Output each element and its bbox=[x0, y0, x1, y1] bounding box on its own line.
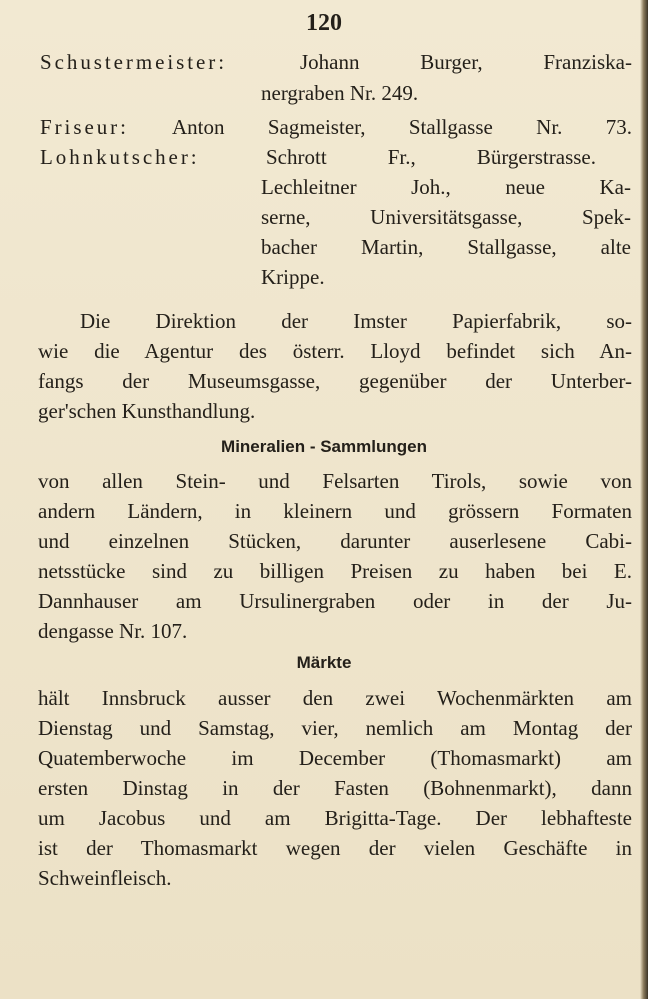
section-line: ersten Dinstag in der Fasten (Bohnenmarkt), dann bbox=[38, 776, 632, 800]
section-heading-minerals: Mineralien - Sammlungen bbox=[221, 437, 427, 456]
section-line-row bbox=[0, 743, 648, 773]
section-line: Quatemberwoche im December (Thomasmarkt) am bbox=[38, 746, 632, 770]
section-line-row bbox=[0, 556, 648, 586]
entry-label-friseur: Friseur: bbox=[40, 115, 129, 139]
entry-text-line-row bbox=[0, 232, 648, 262]
section-line-row bbox=[0, 713, 648, 743]
paragraph-line-row bbox=[0, 336, 648, 366]
entry-label-schustermeister: Schustermeister: bbox=[40, 50, 228, 74]
paragraph-line: fangs der Museumsgasse, gegenüber der Unterber- bbox=[38, 369, 632, 393]
section-line-row bbox=[0, 496, 648, 526]
entry-text-line-row bbox=[0, 262, 648, 292]
section-line: Dienstag und Samstag, vier, nemlich am Montag der bbox=[38, 716, 632, 740]
section-line-row bbox=[0, 803, 648, 833]
paragraph-direktion bbox=[0, 306, 648, 336]
entry-text-line: Anton Sagmeister, Stallgasse Nr. 73. bbox=[172, 115, 632, 139]
entry-text-line: Johann Burger, Franziska- bbox=[300, 50, 632, 74]
section-minerals-text bbox=[0, 466, 648, 496]
entry-label-lohnkutscher: Lohnkutscher: bbox=[40, 145, 200, 169]
entry-text-line-row bbox=[0, 78, 648, 108]
section-line-row bbox=[0, 586, 648, 616]
entry-lohnkutscher bbox=[0, 142, 648, 172]
entry-text-line: serne, Universitätsgasse, Spek- bbox=[261, 205, 631, 229]
section-line-row bbox=[0, 773, 648, 803]
section-line-row bbox=[0, 833, 648, 863]
entry-text-line-row bbox=[0, 202, 648, 232]
paragraph-line: Die Direktion der Imster Papierfabrik, so- bbox=[80, 309, 632, 333]
entry-friseur bbox=[0, 112, 648, 142]
section-line: Schweinfleisch. bbox=[38, 866, 172, 890]
section-line-row bbox=[0, 863, 648, 893]
section-line: und einzelnen Stücken, darunter auserlesene Cabi- bbox=[38, 529, 632, 553]
entry-text-line: Krippe. bbox=[261, 265, 325, 289]
section-heading-markets: Märkte bbox=[296, 653, 352, 672]
section-line-row bbox=[0, 616, 648, 646]
section-line: von allen Stein- und Felsarten Tirols, sowie von bbox=[38, 469, 632, 493]
entry-text-line: Lechleitner Joh., neue Ka- bbox=[261, 175, 631, 199]
paragraph-line: wie die Agentur des österr. Lloyd befindet sich An- bbox=[38, 339, 632, 363]
section-line: hält Innsbruck ausser den zwei Wochenmärkten am bbox=[38, 686, 632, 710]
entry-text-line: nergraben Nr. 249. bbox=[261, 81, 419, 105]
entry-text-line-row bbox=[0, 172, 648, 202]
page-number: 120 bbox=[306, 10, 342, 36]
section-line: netsstücke sind zu billigen Preisen zu haben bei E. bbox=[38, 559, 632, 583]
paragraph-line-row bbox=[0, 366, 648, 396]
section-line: andern Ländern, in kleinern und grössern Formaten bbox=[38, 499, 632, 523]
entry-schustermeister bbox=[0, 47, 648, 77]
paragraph-line-row bbox=[0, 396, 648, 426]
section-line: dengasse Nr. 107. bbox=[38, 619, 188, 643]
section-line: ist der Thomasmarkt wegen der vielen Geschäfte in bbox=[38, 836, 632, 860]
section-markets-text bbox=[0, 683, 648, 713]
paragraph-line: ger'schen Kunsthandlung. bbox=[38, 399, 256, 423]
entry-text-line: bacher Martin, Stallgasse, alte bbox=[261, 235, 631, 259]
section-line-row bbox=[0, 526, 648, 556]
section-line: Dannhauser am Ursulinergraben oder in der Ju- bbox=[38, 589, 632, 613]
entry-text-line: Schrott Fr., Bürgerstrasse. bbox=[266, 145, 596, 169]
section-line: um Jacobus und am Brigitta-Tage. Der lebhafteste bbox=[38, 806, 632, 830]
